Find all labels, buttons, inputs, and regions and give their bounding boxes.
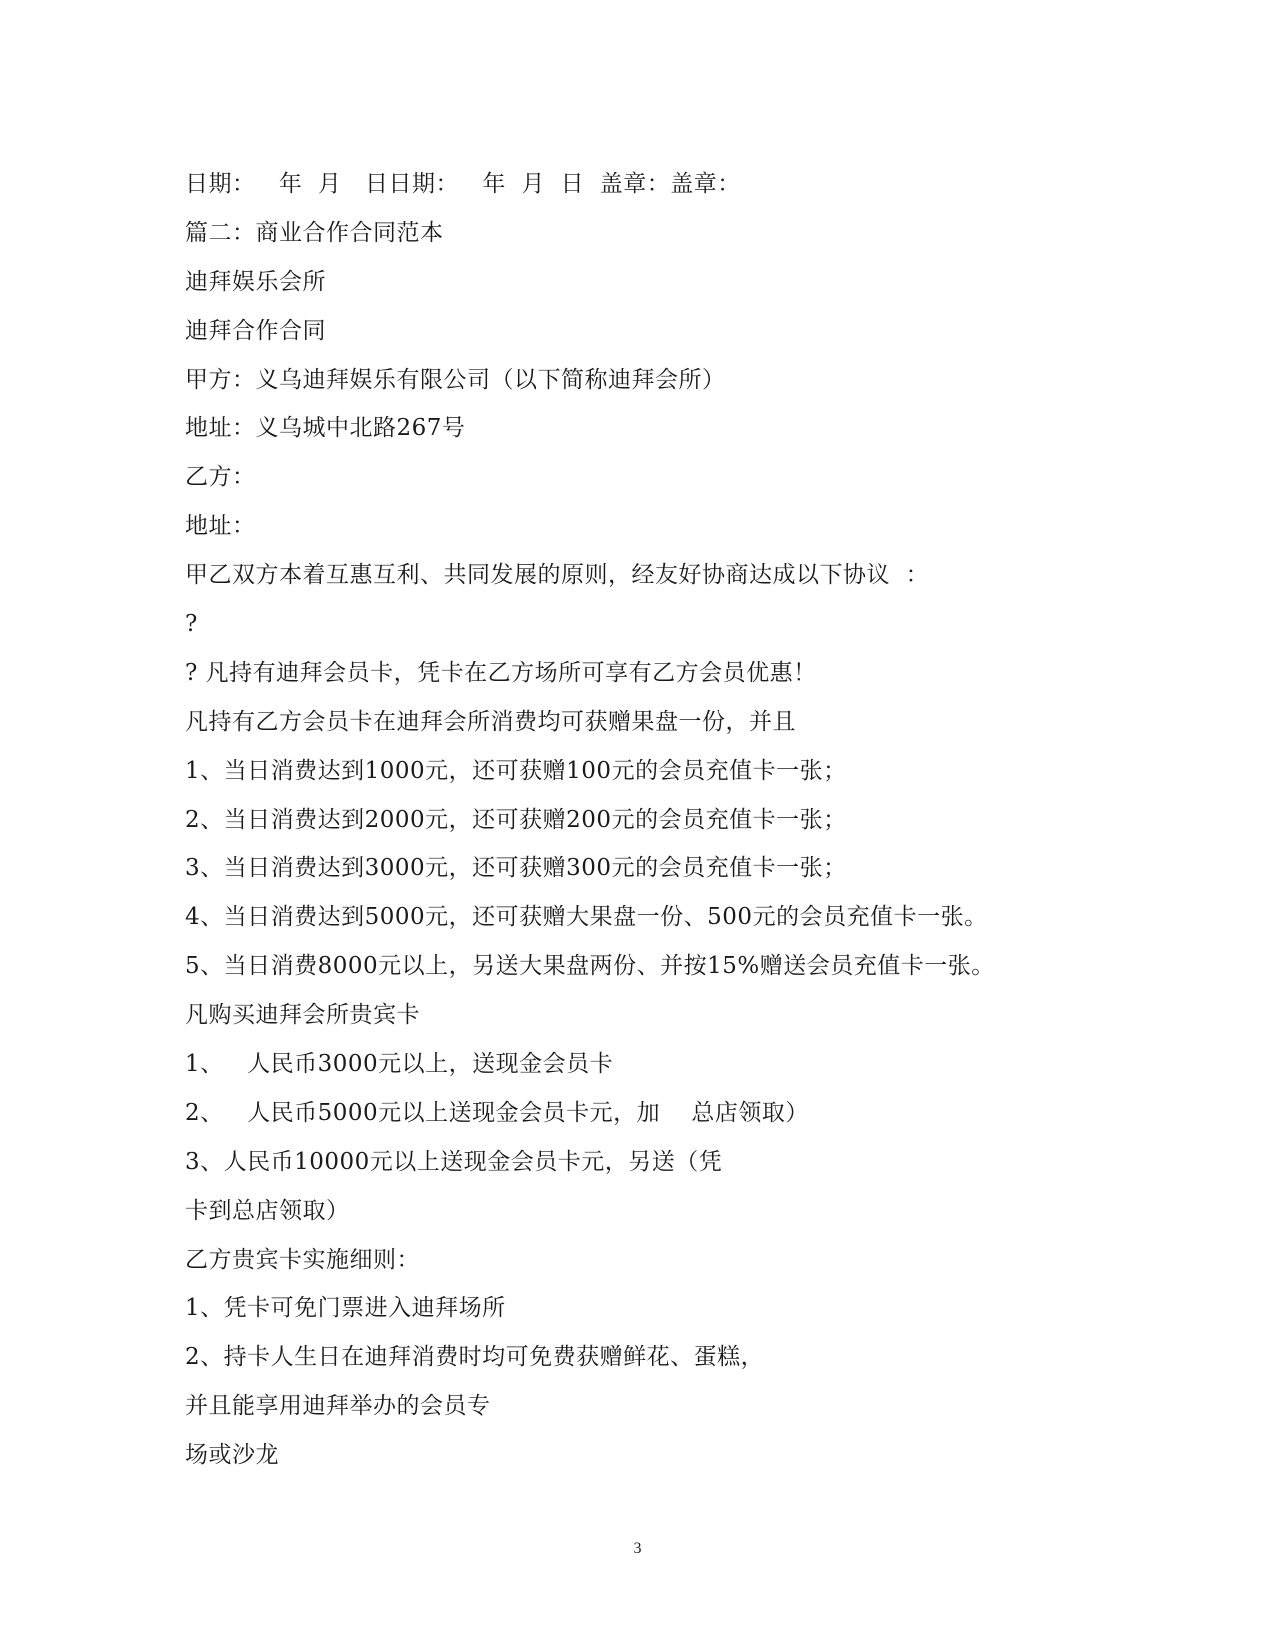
member-benefit-line: ? 凡持有迪拜会员卡，凭卡在乙方场所可享有乙方会员优惠！ (185, 659, 817, 686)
vip-tier-2: 2、 人民币5000元以上送现金会员卡元，加 总店领取） (185, 1099, 809, 1126)
spend-tier-4: 4、当日消费达到5000元，还可获赠大果盘一份、500元的会员充值卡一张。 (185, 904, 988, 931)
document-body (185, 160, 1085, 1480)
date-seal-line: 日期： 年 月 日日期： 年 月 日 盖章：盖章： (185, 171, 741, 197)
party-a-address-line: 地址：义乌城中北路267号 (185, 415, 466, 442)
vip-rules-heading: 乙方贵宾卡实施细则： (185, 1246, 420, 1273)
section-heading: 篇二：商业合作合同范本 (185, 219, 444, 246)
vip-card-heading: 凡购买迪拜会所贵宾卡 (185, 1002, 420, 1029)
spend-tier-1: 1、当日消费达到1000元，还可获赠100元的会员充值卡一张； (185, 757, 847, 784)
vip-tier-1: 1、 人民币3000元以上，送现金会员卡 (185, 1051, 614, 1078)
spend-tier-3: 3、当日消费达到3000元，还可获赠300元的会员充值卡一张； (185, 855, 847, 882)
vip-rule-2: 2、持卡人生日在迪拜消费时均可免费获赠鲜花、蛋糕， (185, 1344, 765, 1371)
vip-rule-2-continued: 并且能享用迪拜举办的会员专 (185, 1393, 491, 1420)
party-a-line: 甲方：义乌迪拜娱乐有限公司（以下简称迪拜会所） (185, 366, 726, 393)
party-b-address-line: 地址： (185, 513, 256, 540)
agreement-intro: 甲乙双方本着互惠互利、共同发展的原则，经友好协商达成以下协议 ： (185, 562, 930, 589)
vip-tier-3-continued: 卡到总店领取） (185, 1197, 350, 1224)
bullet-line: ? (185, 611, 198, 638)
spend-tier-2: 2、当日消费达到2000元，还可获赠200元的会员充值卡一张； (185, 806, 847, 833)
fruit-plate-line: 凡持有乙方会员卡在迪拜会所消费均可获赠果盘一份，并且 (185, 708, 796, 735)
vip-tier-3: 3、人民币10000元以上送现金会员卡元，另送（凭 (185, 1148, 723, 1175)
page-number: 3 (633, 1540, 642, 1557)
vip-rule-1: 1、凭卡可免门票进入迪拜场所 (185, 1295, 506, 1322)
spend-tier-5: 5、当日消费8000元以上，另送大果盘两份、并按15%赠送会员充值卡一张。 (185, 953, 995, 980)
party-b-line: 乙方： (185, 464, 256, 491)
vip-rule-2-end: 场或沙龙 (185, 1442, 279, 1469)
club-name: 迪拜娱乐会所 (185, 268, 326, 295)
contract-title: 迪拜合作合同 (185, 317, 326, 344)
